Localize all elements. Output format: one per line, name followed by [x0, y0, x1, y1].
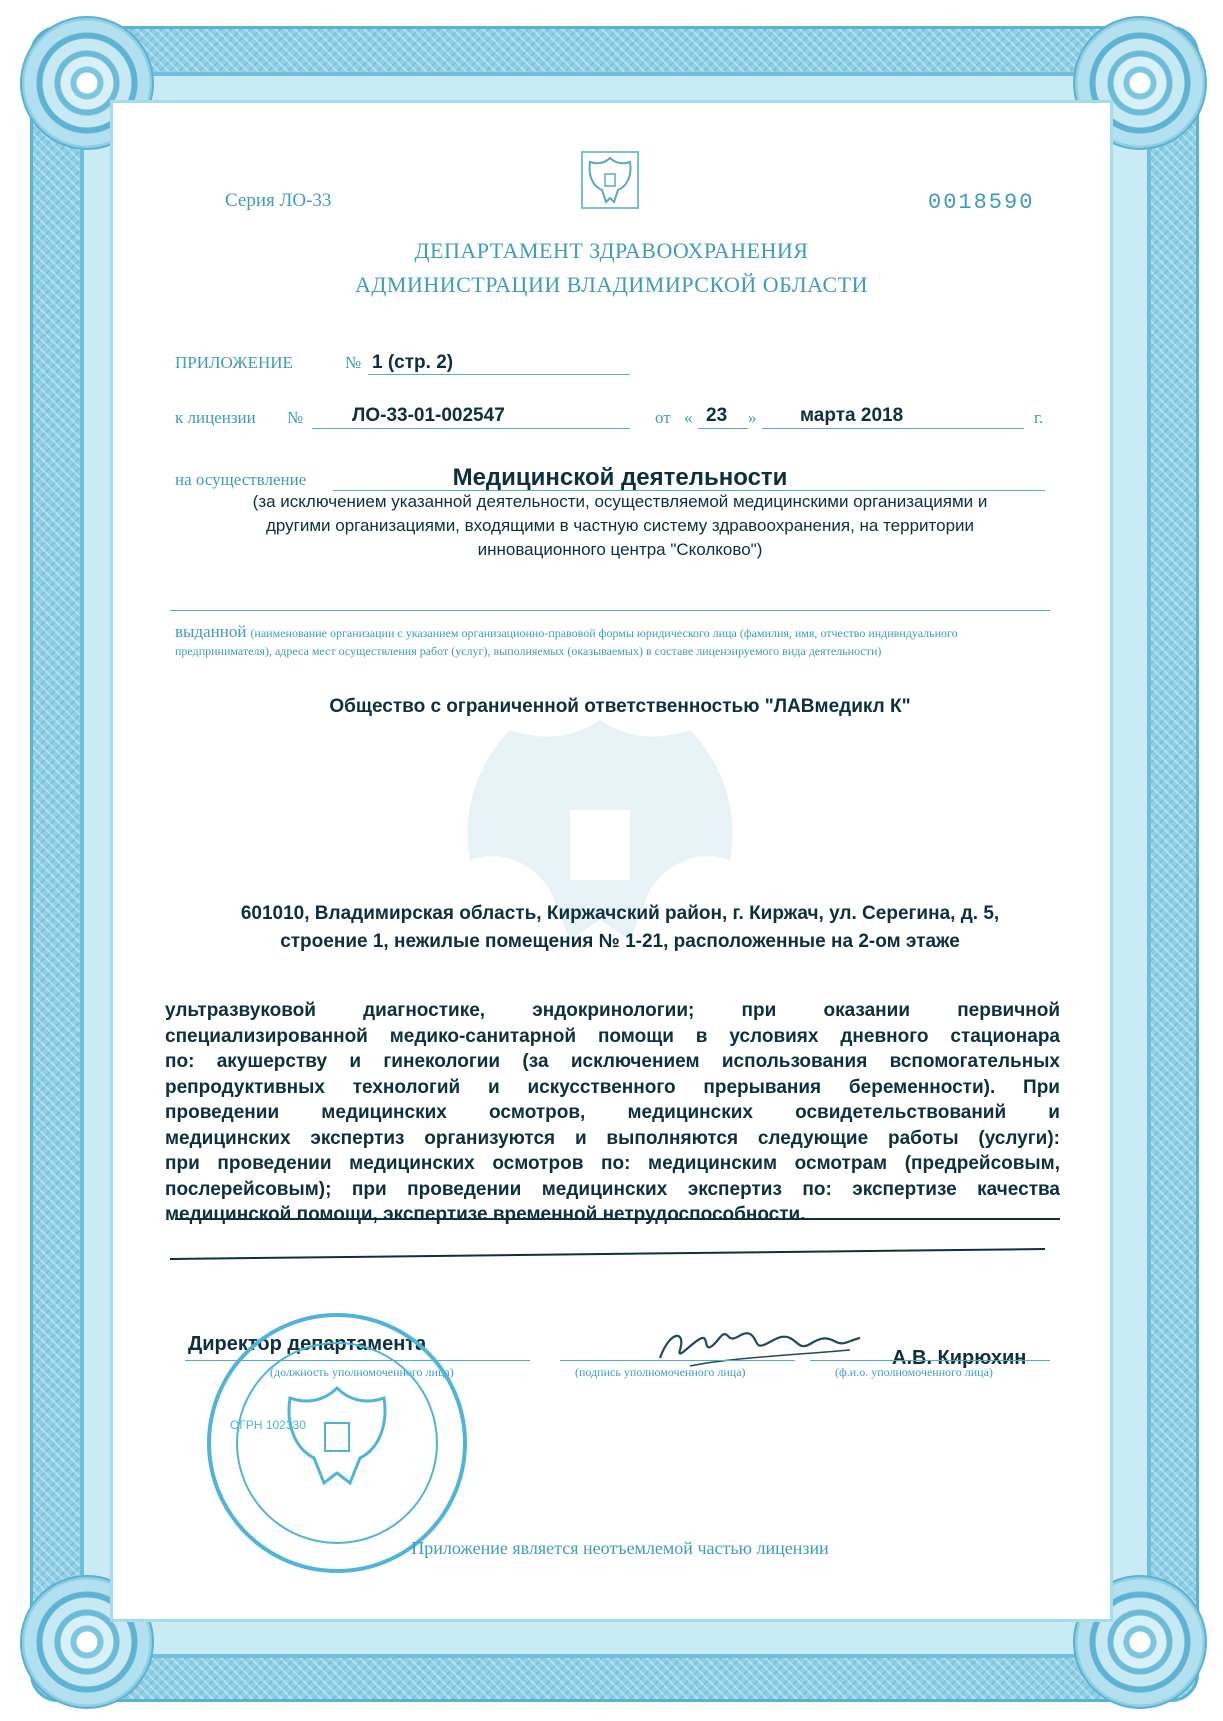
organization-name: Общество с ограниченной ответственностью "ЛАВмедикл К" — [329, 696, 911, 717]
services-line: по: акушерству и гинекологии (за исключением использования вспомогательных — [165, 1051, 1060, 1072]
issued-label: выданной — [175, 622, 247, 641]
activity-label: на осуществление — [175, 470, 307, 489]
services-text-block — [165, 998, 1060, 1228]
services-line: специализированной медико-санитарной помощи в условиях дневного стационара — [165, 1025, 1060, 1047]
address-line2: строение 1, нежилые помещения № 1-21, расположенные на 2-ом этаже — [280, 931, 960, 952]
license-date-close-quote: » — [748, 408, 757, 427]
services-line: ультразвуковой диагностике, эндокринологии; при оказании первичной — [165, 1000, 1060, 1021]
name-caption: (ф.и.о. уполномоченного лица) — [835, 1365, 993, 1379]
activity-exclusion-line1: (за исключением указанной деятельности, осуществляемой медицинскими организациями и — [252, 492, 988, 511]
activity-exclusion-line2: другими организациями, входящими в частную систему здравоохранения, на территории — [265, 516, 975, 535]
license-number-underline — [312, 428, 630, 429]
department-title-line1: ДЕПАРТАМЕНТ ЗДРАВООХРАНЕНИЯ — [414, 238, 809, 263]
activity-title: Медицинской деятельности — [452, 464, 788, 491]
license-month-underline — [762, 428, 1024, 429]
appendix-number: 1 (стр. 2) — [372, 352, 454, 373]
coat-of-arms-icon — [580, 150, 640, 210]
license-day-underline — [698, 428, 748, 429]
appendix-label: ПРИЛОЖЕНИЕ — [175, 353, 293, 372]
license-month-year: марта 2018 — [800, 405, 904, 426]
license-number-sign: № — [287, 408, 304, 427]
services-line: медицинских экспертиз организуются и выполняются следующие работы (услуги): — [165, 1127, 1060, 1149]
activity-exclusion — [180, 490, 1060, 562]
appendix-underline — [368, 374, 630, 375]
issued-description: (наименование организации с указанием организационно-правовой формы юридического лица (фамилия, имя, отчество индивидуального предпринимателя), адреса мест осуществления работ (услуг), выполняемых (оказываемых) в составе лицензируемого вида деятельности) — [175, 626, 958, 658]
services-line: при проведении медицинских осмотров по: медицинским осмотрам (предрейсовым, — [165, 1153, 1060, 1174]
services-line: медицинской помощи, экспертизе временной нетрудоспособности. — [165, 1204, 806, 1225]
services-line: проведении медицинских осмотров, медицинских освидетельствований и — [165, 1102, 1060, 1123]
activity-exclusion-line3: инновационного центра "Сколково") — [477, 540, 763, 559]
closing-strike-lines — [165, 1215, 1065, 1265]
appendix-number-sign: № — [345, 353, 362, 372]
license-label: к лицензии — [175, 408, 256, 427]
license-number: ЛО-33-01-002547 — [352, 405, 505, 426]
services-line: послерейсовым); при проведении медицинских экспертиз по: экспертизе качества — [165, 1178, 1060, 1200]
license-day: 23 — [706, 405, 728, 426]
position-caption: (должность уполномоченного лица) — [270, 1365, 454, 1379]
license-year-suffix: г. — [1034, 408, 1044, 427]
department-title-line2: АДМИНИСТРАЦИИ ВЛАДИМИРСКОЙ ОБЛАСТИ — [355, 272, 868, 297]
footer-note: Приложение является неотъемлемой частью лицензии — [411, 1538, 829, 1558]
organization-address — [170, 900, 1070, 956]
director-title: Директор департамента — [188, 1333, 427, 1355]
signer-name: А.В. Кирюхин — [892, 1347, 1027, 1369]
form-number: 0018590 — [928, 190, 1035, 215]
series-label: Серия ЛО-33 — [225, 190, 332, 211]
address-line1: 601010, Владимирская область, Киржачский район, г. Киржач, ул. Серегина, д. 5, — [240, 903, 1000, 924]
name-underline — [810, 1360, 1050, 1361]
signature-caption: (подпись уполномоченного лица) — [575, 1365, 746, 1379]
services-line: репродуктивных технологий и искусственного прерывания беременности). При — [165, 1076, 1060, 1098]
issued-separator-line — [170, 610, 1050, 611]
stamp-ogrn: ОГРН 102330 — [230, 1418, 306, 1432]
signature-underline — [560, 1360, 795, 1361]
issued-description-block — [175, 622, 1055, 660]
license-date-open-quote: « — [684, 408, 693, 427]
license-date-from-label: от — [655, 408, 671, 427]
